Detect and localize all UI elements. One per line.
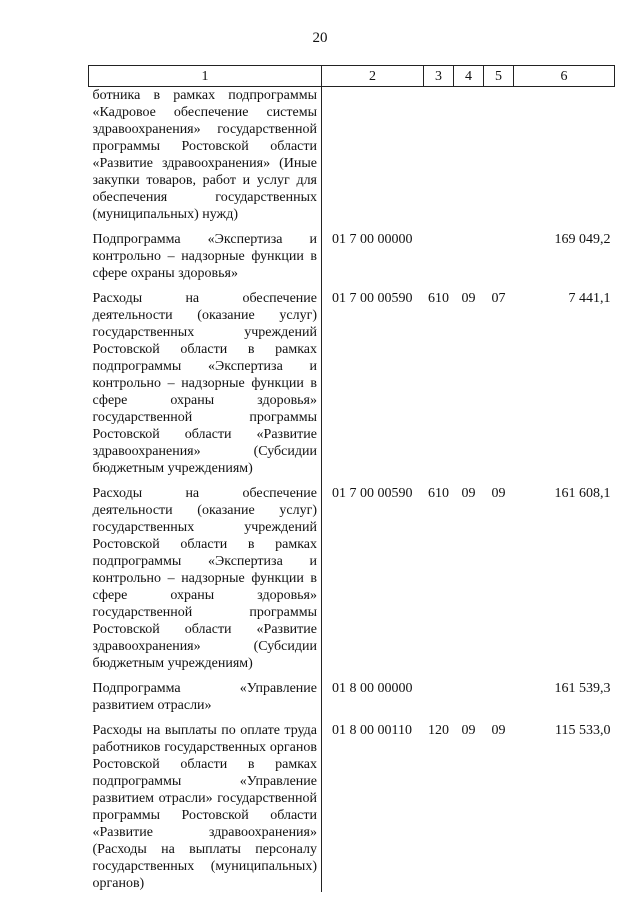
row-name: Расходы на выплаты по оплате труда работников государственных органов Ростовской области в рамках подпрограммы «Управление развитием отрасли» государственной программы Ростовской области «Развитие здравоохранения» (Расходы на выплаты персоналу государственных (муниципальных) органов): [89, 722, 322, 892]
table-row: [89, 722, 615, 892]
row-sum: [514, 87, 615, 232]
row-rz: [454, 231, 484, 290]
row-pr: [484, 231, 514, 290]
row-csr: 01 7 00 00590: [332, 291, 413, 306]
row-name: Расходы на обеспечение деятельности (оказание услуг) государственных учреждений Ростовской области в рамках подпрограммы «Экспертиза и контрольно – надзорные функции в сфере охраны здоровья» государственной программы Ростовской области «Развитие здравоохранения» (Субсидии бюджетным учреждениям): [89, 290, 322, 485]
row-sum: 161 608,1: [554, 486, 611, 501]
table-row: [89, 290, 615, 485]
row-vr: 120: [428, 723, 449, 738]
page-number: 20: [312, 30, 328, 46]
table-row: [89, 231, 615, 290]
row-name: Подпрограмма «Экспертиза и контрольно – надзорные функции в сфере охраны здоровья»: [89, 231, 322, 290]
row-rz: [454, 680, 484, 722]
row-pr: [484, 87, 514, 232]
table-row: [89, 680, 615, 722]
row-vr: 610: [428, 291, 449, 306]
row-vr: [424, 680, 454, 722]
row-vr: [424, 87, 454, 232]
header-col-6: 6: [514, 66, 615, 87]
row-name: Расходы на обеспечение деятельности (оказание услуг) государственных учреждений Ростовской области в рамках подпрограммы «Экспертиза и контрольно – надзорные функции в сфере охраны здоровья» государственной программы Ростовской области «Развитие здравоохранения» (Субсидии бюджетным учреждениям): [89, 485, 322, 680]
row-rz: 09: [461, 723, 476, 738]
header-row: [89, 66, 615, 87]
header-col-4: 4: [454, 66, 484, 87]
row-rz: 09: [461, 486, 476, 501]
row-csr: 01 8 00 00110: [332, 723, 412, 738]
budget-table: [88, 65, 615, 892]
table-row: [89, 87, 615, 232]
row-sum: 115 533,0: [555, 723, 611, 738]
table-row: [89, 485, 615, 680]
row-vr: [424, 231, 454, 290]
row-csr: 01 8 00 00000: [332, 681, 413, 696]
header-col-2: 2: [322, 66, 424, 87]
row-pr: 09: [491, 486, 506, 501]
row-name: Подпрограмма «Управление развитием отрасли»: [89, 680, 322, 722]
row-rz: 09: [461, 291, 476, 306]
row-sum: 7 441,1: [568, 291, 611, 306]
row-csr: [322, 87, 424, 232]
row-vr: 610: [428, 486, 449, 501]
row-pr: [484, 680, 514, 722]
row-rz: [454, 87, 484, 232]
header-col-3: 3: [424, 66, 454, 87]
header-col-1: 1: [89, 66, 322, 87]
row-sum: 169 049,2: [554, 232, 611, 247]
row-pr: 09: [491, 723, 506, 738]
row-pr: 07: [491, 291, 506, 306]
row-sum: 161 539,3: [554, 681, 611, 696]
header-col-5: 5: [484, 66, 514, 87]
row-csr: 01 7 00 00000: [332, 232, 413, 247]
row-csr: 01 7 00 00590: [332, 486, 413, 501]
row-name: ботника в рамках подпрограммы «Кадровое обеспечение системы здравоохранения» государственной программы Ростовской области «Развитие здравоохранения» (Иные закупки товаров, работ и услуг для обеспечения государственных (муниципальных) нужд): [89, 87, 322, 232]
